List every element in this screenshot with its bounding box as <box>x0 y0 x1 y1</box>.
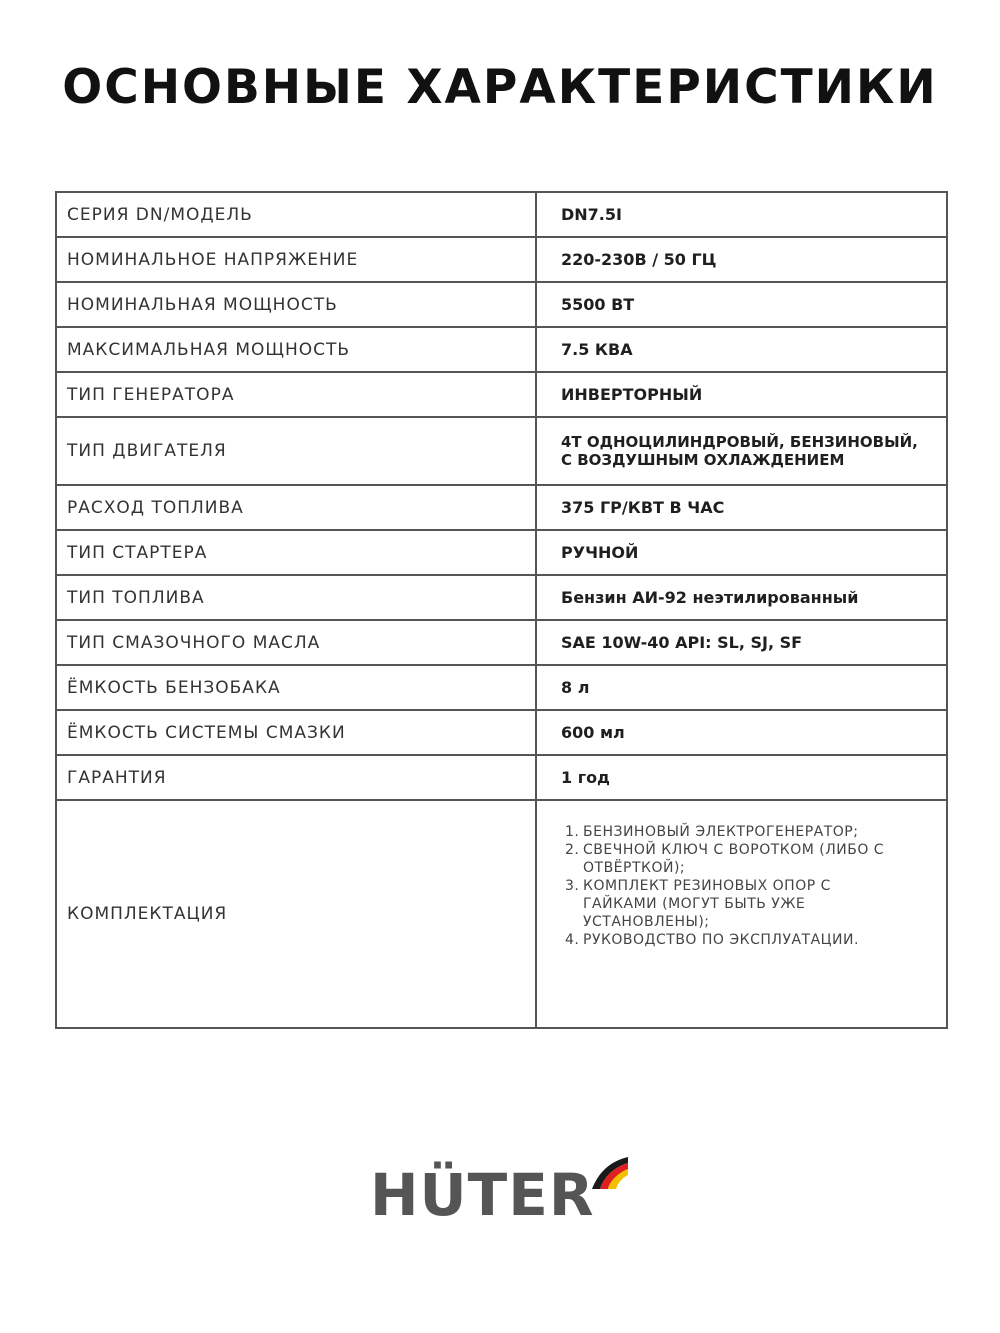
page-title: ОСНОВНЫЕ ХАРАКТЕРИСТИКИ <box>62 60 938 115</box>
list-item <box>561 931 930 949</box>
spec-value <box>536 417 947 485</box>
spec-label: НОМИНАЛЬНАЯ МОЩНОСТЬ <box>56 282 536 327</box>
table-row <box>56 530 947 575</box>
spec-value: 600 мл <box>536 710 947 755</box>
list-item-line: УСТАНОВЛЕНЫ); <box>583 914 710 930</box>
list-item-number: 2. <box>565 842 580 858</box>
table-row <box>56 417 947 485</box>
table-row <box>56 665 947 710</box>
table-row <box>56 192 947 237</box>
spec-value: 1 год <box>536 755 947 800</box>
kit-list-cell <box>536 800 947 1028</box>
spec-value: 5500 ВТ <box>536 282 947 327</box>
table-row <box>56 710 947 755</box>
table-row <box>56 575 947 620</box>
list-item-number: 3. <box>565 878 580 894</box>
table-row <box>56 372 947 417</box>
list-item <box>561 823 930 841</box>
spec-value-line: 4Т ОДНОЦИЛИНДРОВЫЙ, БЕНЗИНОВЫЙ, <box>561 433 918 451</box>
table-row <box>56 327 947 372</box>
table-row <box>56 755 947 800</box>
list-item <box>561 877 930 931</box>
spec-value: ИНВЕРТОРНЫЙ <box>536 372 947 417</box>
spec-value: Бензин АИ-92 неэтилированный <box>536 575 947 620</box>
spec-label: РАСХОД ТОПЛИВА <box>56 485 536 530</box>
list-item-line: СВЕЧНОЙ КЛЮЧ С ВОРОТКОМ (ЛИБО С <box>583 842 885 858</box>
table-row <box>56 282 947 327</box>
spec-value: 8 л <box>536 665 947 710</box>
list-item-line: БЕНЗИНОВЫЙ ЭЛЕКТРОГЕНЕРАТОР; <box>583 824 859 840</box>
table-row <box>56 237 947 282</box>
german-flag-icon <box>588 1155 630 1195</box>
spec-label: ЁМКОСТЬ СИСТЕМЫ СМАЗКИ <box>56 710 536 755</box>
spec-label: НОМИНАЛЬНОЕ НАПРЯЖЕНИЕ <box>56 237 536 282</box>
kit-label: КОМПЛЕКТАЦИЯ <box>56 800 536 1028</box>
specifications-table <box>55 191 948 1029</box>
list-item <box>561 841 930 877</box>
spec-value: РУЧНОЙ <box>536 530 947 575</box>
spec-label: МАКСИМАЛЬНАЯ МОЩНОСТЬ <box>56 327 536 372</box>
spec-label: ТИП ГЕНЕРАТОРА <box>56 372 536 417</box>
spec-label: ТИП ДВИГАТЕЛЯ <box>56 417 536 485</box>
list-item-number: 4. <box>565 932 580 948</box>
list-item-line: КОМПЛЕКТ РЕЗИНОВЫХ ОПОР С <box>583 878 831 894</box>
spec-label: ТИП СМАЗОЧНОГО МАСЛА <box>56 620 536 665</box>
table-row <box>56 620 947 665</box>
table-row <box>56 485 947 530</box>
spec-value: SAE 10W-40 API: SL, SJ, SF <box>536 620 947 665</box>
huter-logo <box>370 1155 630 1235</box>
list-item-number: 1. <box>565 824 580 840</box>
spec-label: ЁМКОСТЬ БЕНЗОБАКА <box>56 665 536 710</box>
spec-label: ТИП ТОПЛИВА <box>56 575 536 620</box>
spec-value: 7.5 КВА <box>536 327 947 372</box>
list-item-line: ГАЙКАМИ (МОГУТ БЫТЬ УЖЕ <box>583 896 806 912</box>
list-item-line: РУКОВОДСТВО ПО ЭКСПЛУАТАЦИИ. <box>583 932 859 948</box>
spec-label: СЕРИЯ DN/МОДЕЛЬ <box>56 192 536 237</box>
spec-value-line: С ВОЗДУШНЫМ ОХЛАЖДЕНИЕМ <box>561 451 845 469</box>
spec-label: ТИП СТАРТЕРА <box>56 530 536 575</box>
spec-value: DN7.5I <box>536 192 947 237</box>
logo-text: HÜTER <box>370 1161 595 1229</box>
spec-value: 375 ГР/КВТ В ЧАС <box>536 485 947 530</box>
spec-value: 220-230В / 50 ГЦ <box>536 237 947 282</box>
table-row <box>56 800 947 1028</box>
spec-label: ГАРАНТИЯ <box>56 755 536 800</box>
kit-list <box>561 823 930 949</box>
list-item-line: ОТВЁРТКОЙ); <box>583 860 686 876</box>
